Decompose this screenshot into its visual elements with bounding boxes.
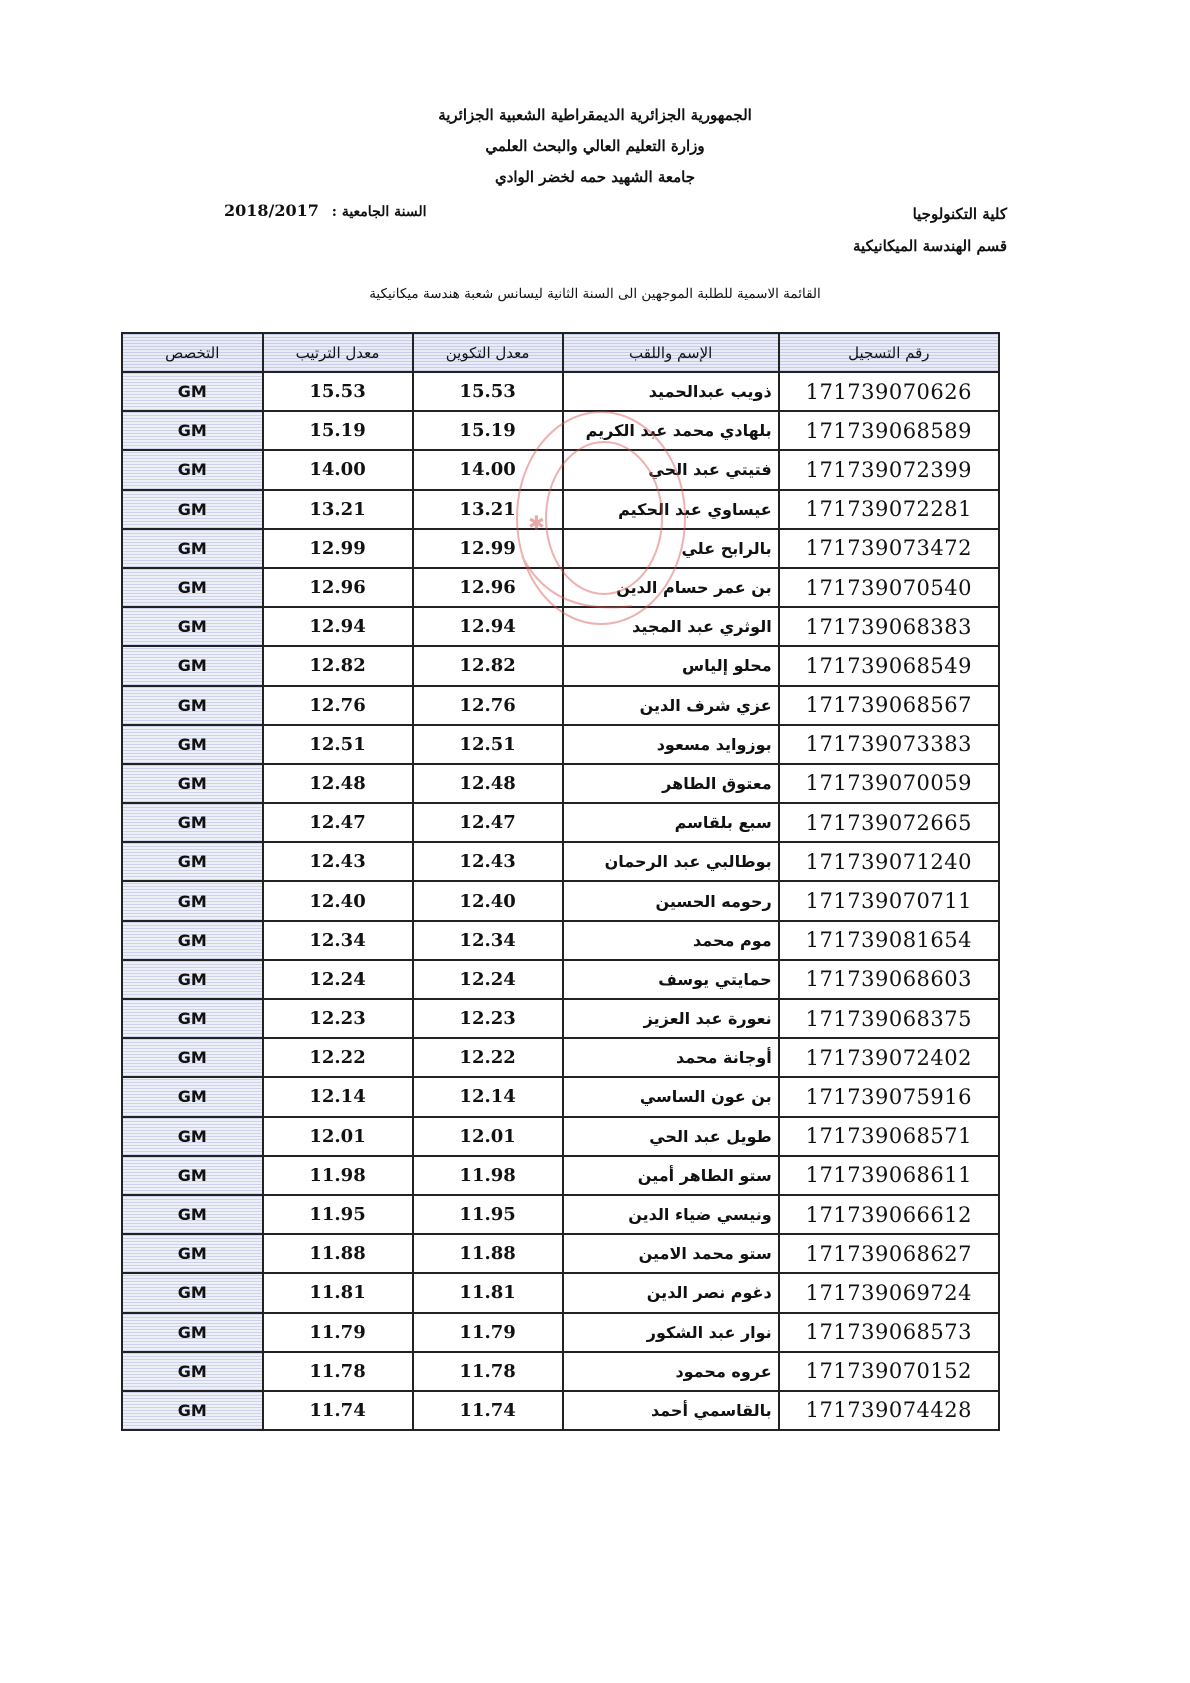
table-row	[122, 921, 999, 960]
students-table	[121, 332, 1000, 1431]
specialty-cell: GM	[122, 803, 263, 842]
table-row	[122, 1313, 999, 1352]
student-name-cell: ستو الطاهر أمين	[563, 1156, 779, 1195]
training-average-cell: 12.34	[413, 921, 563, 960]
column-header-specialty: التخصص	[122, 333, 263, 372]
registration-number-cell: 171739072399	[779, 450, 999, 489]
specialty-cell: GM	[122, 1234, 263, 1273]
column-header-training-average: معدل التكوين	[413, 333, 563, 372]
ranking-average-cell: 12.82	[263, 646, 413, 685]
ranking-average-cell: 12.99	[263, 529, 413, 568]
specialty-cell: GM	[122, 490, 263, 529]
column-header-name: الإسم واللقب	[563, 333, 779, 372]
specialty-cell: GM	[122, 881, 263, 920]
specialty-cell: GM	[122, 450, 263, 489]
registration-number-cell: 171739072665	[779, 803, 999, 842]
training-average-cell: 12.76	[413, 686, 563, 725]
table-row	[122, 490, 999, 529]
student-name-cell: بالقاسمي أحمد	[563, 1391, 779, 1430]
registration-number-cell: 171739068375	[779, 999, 999, 1038]
student-name-cell: فتيتي عبد الحي	[563, 450, 779, 489]
specialty-cell: GM	[122, 646, 263, 685]
training-average-cell: 12.40	[413, 881, 563, 920]
training-average-cell: 12.01	[413, 1117, 563, 1156]
student-name-cell: طويل عبد الحي	[563, 1117, 779, 1156]
student-name-cell: نوار عبد الشكور	[563, 1313, 779, 1352]
table-row	[122, 881, 999, 920]
table-body	[122, 372, 999, 1430]
training-average-cell: 13.21	[413, 490, 563, 529]
specialty-cell: GM	[122, 1313, 263, 1352]
specialty-cell: GM	[122, 725, 263, 764]
ranking-average-cell: 15.53	[263, 372, 413, 411]
registration-number-cell: 171739075916	[779, 1077, 999, 1116]
ranking-average-cell: 12.47	[263, 803, 413, 842]
specialty-cell: GM	[122, 1077, 263, 1116]
table-row	[122, 1156, 999, 1195]
registration-number-cell: 171739068603	[779, 960, 999, 999]
training-average-cell: 12.14	[413, 1077, 563, 1116]
training-average-cell: 15.53	[413, 372, 563, 411]
table-row	[122, 1117, 999, 1156]
registration-number-cell: 171739069724	[779, 1273, 999, 1312]
ranking-average-cell: 11.98	[263, 1156, 413, 1195]
training-average-cell: 12.51	[413, 725, 563, 764]
student-name-cell: دغوم نصر الدين	[563, 1273, 779, 1312]
registration-number-cell: 171739070711	[779, 881, 999, 920]
table-row	[122, 999, 999, 1038]
training-average-cell: 15.19	[413, 411, 563, 450]
ranking-average-cell: 12.76	[263, 686, 413, 725]
student-name-cell: معتوق الطاهر	[563, 764, 779, 803]
registration-number-cell: 171739068573	[779, 1313, 999, 1352]
table-row	[122, 1077, 999, 1116]
student-name-cell: موم محمد	[563, 921, 779, 960]
list-title: القائمة الاسمية للطلبة الموجهين الى السنة الثانية ليسانس شعبة هندسة ميكانيكية	[369, 286, 821, 302]
student-name-cell: الوثري عبد المجيد	[563, 607, 779, 646]
registration-number-cell: 171739068549	[779, 646, 999, 685]
ranking-average-cell: 12.94	[263, 607, 413, 646]
registration-number-cell: 171739070152	[779, 1352, 999, 1391]
training-average-cell: 12.22	[413, 1038, 563, 1077]
ranking-average-cell: 11.95	[263, 1195, 413, 1234]
specialty-cell: GM	[122, 372, 263, 411]
table-row	[122, 1195, 999, 1234]
student-name-cell: عروه محمود	[563, 1352, 779, 1391]
student-name-cell: سبع بلقاسم	[563, 803, 779, 842]
specialty-cell: GM	[122, 1038, 263, 1077]
registration-number-cell: 171739068611	[779, 1156, 999, 1195]
training-average-cell: 12.47	[413, 803, 563, 842]
table-row	[122, 646, 999, 685]
academic-year-value: 2018/2017	[224, 201, 319, 220]
ranking-average-cell: 12.48	[263, 764, 413, 803]
table-row	[122, 1391, 999, 1430]
ranking-average-cell: 12.51	[263, 725, 413, 764]
training-average-cell: 12.82	[413, 646, 563, 685]
student-name-cell: بالرابح علي	[563, 529, 779, 568]
registration-number-cell: 171739071240	[779, 842, 999, 881]
academic-year-label: السنة الجامعية :	[331, 204, 427, 220]
training-average-cell: 11.95	[413, 1195, 563, 1234]
column-header-registration: رقم التسجيل	[779, 333, 999, 372]
registration-number-cell: 171739081654	[779, 921, 999, 960]
training-average-cell: 12.23	[413, 999, 563, 1038]
student-name-cell: محلو إلياس	[563, 646, 779, 685]
training-average-cell: 12.99	[413, 529, 563, 568]
ranking-average-cell: 11.74	[263, 1391, 413, 1430]
ranking-average-cell: 12.24	[263, 960, 413, 999]
training-average-cell: 11.79	[413, 1313, 563, 1352]
table-row	[122, 607, 999, 646]
registration-number-cell: 171739070059	[779, 764, 999, 803]
ranking-average-cell: 12.22	[263, 1038, 413, 1077]
specialty-cell: GM	[122, 1273, 263, 1312]
table-row	[122, 1352, 999, 1391]
registration-number-cell: 171739070626	[779, 372, 999, 411]
ranking-average-cell: 11.88	[263, 1234, 413, 1273]
student-name-cell: رحومه الحسين	[563, 881, 779, 920]
specialty-cell: GM	[122, 921, 263, 960]
registration-number-cell: 171739068567	[779, 686, 999, 725]
student-name-cell: ستو محمد الامين	[563, 1234, 779, 1273]
table-row	[122, 960, 999, 999]
registration-number-cell: 171739070540	[779, 568, 999, 607]
training-average-cell: 11.81	[413, 1273, 563, 1312]
ranking-average-cell: 12.43	[263, 842, 413, 881]
specialty-cell: GM	[122, 686, 263, 725]
ranking-average-cell: 11.79	[263, 1313, 413, 1352]
table-row	[122, 1273, 999, 1312]
registration-number-cell: 171739073472	[779, 529, 999, 568]
university-line: جامعة الشهيد حمه لخضر الوادي	[494, 168, 696, 186]
specialty-cell: GM	[122, 960, 263, 999]
academic-year	[224, 201, 427, 220]
training-average-cell: 11.88	[413, 1234, 563, 1273]
registration-number-cell: 171739072281	[779, 490, 999, 529]
ranking-average-cell: 12.23	[263, 999, 413, 1038]
training-average-cell: 12.96	[413, 568, 563, 607]
specialty-cell: GM	[122, 1352, 263, 1391]
student-name-cell: ونيسي ضياء الدين	[563, 1195, 779, 1234]
training-average-cell: 12.48	[413, 764, 563, 803]
training-average-cell: 12.94	[413, 607, 563, 646]
ranking-average-cell: 13.21	[263, 490, 413, 529]
training-average-cell: 12.24	[413, 960, 563, 999]
table-row	[122, 411, 999, 450]
student-name-cell: عزي شرف الدين	[563, 686, 779, 725]
student-name-cell: بلهادي محمد عبد الكريم	[563, 411, 779, 450]
registration-number-cell: 171739066612	[779, 1195, 999, 1234]
table-row	[122, 686, 999, 725]
column-header-ranking-average: معدل الترتيب	[263, 333, 413, 372]
student-name-cell: عيساوي عبد الحكيم	[563, 490, 779, 529]
specialty-cell: GM	[122, 1117, 263, 1156]
registration-number-cell: 171739068627	[779, 1234, 999, 1273]
table-row	[122, 803, 999, 842]
training-average-cell: 11.78	[413, 1352, 563, 1391]
registration-number-cell: 171739072402	[779, 1038, 999, 1077]
ranking-average-cell: 12.40	[263, 881, 413, 920]
document-header	[0, 100, 1190, 193]
ranking-average-cell: 12.01	[263, 1117, 413, 1156]
student-name-cell: حمايتي يوسف	[563, 960, 779, 999]
registration-number-cell: 171739068571	[779, 1117, 999, 1156]
faculty-block	[853, 198, 1007, 262]
svg-text:✱: ✱	[528, 511, 545, 535]
specialty-cell: GM	[122, 1195, 263, 1234]
specialty-cell: GM	[122, 411, 263, 450]
ranking-average-cell: 12.14	[263, 1077, 413, 1116]
department-name: قسم الهندسة الميكانيكية	[853, 237, 1007, 255]
ministry-line: وزارة التعليم العالي والبحث العلمي	[485, 137, 705, 155]
republic-line: الجمهورية الجزائرية الديمقراطية الشعبية الجزائرية	[438, 106, 752, 124]
table-row	[122, 764, 999, 803]
table-row	[122, 529, 999, 568]
specialty-cell: GM	[122, 764, 263, 803]
registration-number-cell: 171739073383	[779, 725, 999, 764]
table-row	[122, 568, 999, 607]
table-row	[122, 372, 999, 411]
ranking-average-cell: 11.78	[263, 1352, 413, 1391]
specialty-cell: GM	[122, 529, 263, 568]
student-name-cell: بن عمر حسام الدين	[563, 568, 779, 607]
specialty-cell: GM	[122, 568, 263, 607]
ranking-average-cell: 15.19	[263, 411, 413, 450]
training-average-cell: 11.98	[413, 1156, 563, 1195]
table-row	[122, 725, 999, 764]
student-name-cell: نعورة عبد العزيز	[563, 999, 779, 1038]
specialty-cell: GM	[122, 1391, 263, 1430]
training-average-cell: 12.43	[413, 842, 563, 881]
ranking-average-cell: 12.34	[263, 921, 413, 960]
table-header-row	[122, 333, 999, 372]
table-row	[122, 842, 999, 881]
student-name-cell: ذويب عبدالحميد	[563, 372, 779, 411]
table-row	[122, 450, 999, 489]
registration-number-cell: 171739068589	[779, 411, 999, 450]
student-name-cell: بوطالبي عبد الرحمان	[563, 842, 779, 881]
training-average-cell: 14.00	[413, 450, 563, 489]
ranking-average-cell: 12.96	[263, 568, 413, 607]
registration-number-cell: 171739068383	[779, 607, 999, 646]
registration-number-cell: 171739074428	[779, 1391, 999, 1430]
student-name-cell: أوجانة محمد	[563, 1038, 779, 1077]
faculty-name: كلية التكنولوجيا	[912, 205, 1007, 223]
specialty-cell: GM	[122, 842, 263, 881]
training-average-cell: 11.74	[413, 1391, 563, 1430]
specialty-cell: GM	[122, 607, 263, 646]
student-name-cell: بوزوايد مسعود	[563, 725, 779, 764]
table-row	[122, 1038, 999, 1077]
specialty-cell: GM	[122, 999, 263, 1038]
specialty-cell: GM	[122, 1156, 263, 1195]
student-name-cell: بن عون الساسي	[563, 1077, 779, 1116]
ranking-average-cell: 14.00	[263, 450, 413, 489]
ranking-average-cell: 11.81	[263, 1273, 413, 1312]
table-row	[122, 1234, 999, 1273]
